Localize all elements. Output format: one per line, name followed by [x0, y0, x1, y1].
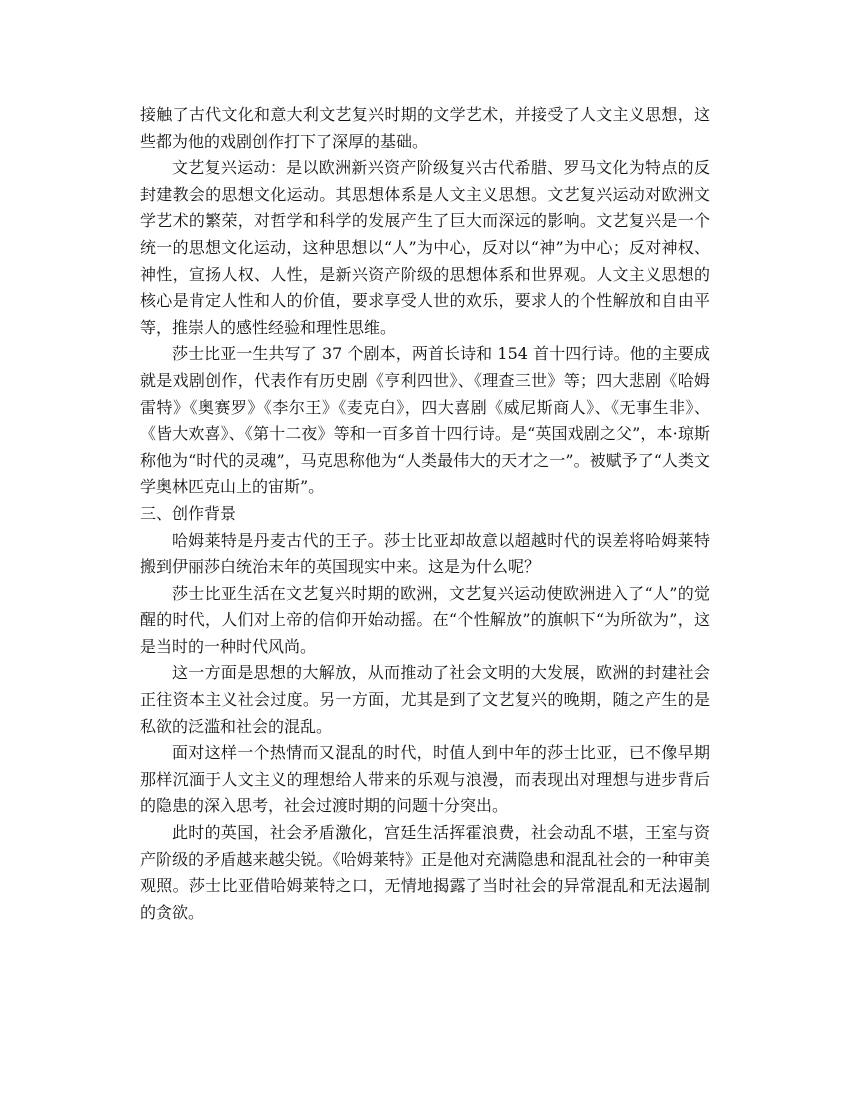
paragraph-england: 此时的英国，社会矛盾激化，宫廷生活挥霍浪费，社会动乱不堪，王室与资产阶级的矛盾越来越尖锐。《哈姆莱特》正是他对充满隐患和混乱社会的一种审美观照。莎士比亚借哈姆莱特之口，无情地揭露了当时社会的异常混乱和无法遏制的贪欲。 — [140, 823, 710, 922]
section-heading-background: 三、创作背景 — [140, 503, 237, 523]
paragraph-continuation: 接触了古代文化和意大利文艺复兴时期的文学艺术，并接受了人文主义思想，这些都为他的戏剧创作打下了深厚的基础。 — [140, 105, 710, 151]
paragraph-liberation: 这一方面是思想的大解放，从而推动了社会文明的大发展，欧洲的封建社会正往资本主义社会过度。另一方面，尤其是到了文艺复兴的晚期，随之产生的是私欲的泛滥和社会的混乱。 — [140, 663, 710, 736]
paragraph-renaissance: 文艺复兴运动：是以欧洲新兴资产阶级复兴古代希腊、罗马文化为特点的反封建教会的思想文化运动。其思想体系是人文主义思想。文艺复兴运动对欧洲文学艺术的繁荣，对哲学和科学的发展产生了巨大而深远的影响。文艺复兴是一个统一的思想文化运动，这种思想以“人”为中心，反对以“神”为中心；反对神权、神性，宣扬人权、人性，是新兴资产阶级的思想体系和世界观。人文主义思想的核心是肯定人性和人的价值，要求享受人世的欢乐，要求人的个性解放和自由平等，推崇人的感性经验和理性思维。 — [140, 158, 710, 337]
paragraph-chaotic-era: 面对这样一个热情而又混乱的时代，时值人到中年的莎士比亚，已不像早期那样沉湎于人文主义的理想给人带来的乐观与浪漫，而表现出对理想与进步背后的隐患的深入思考，社会过渡时期的问题十分突出。 — [140, 743, 710, 816]
paragraph-renaissance-europe: 莎士比亚生活在文艺复兴时期的欧洲，文艺复兴运动使欧洲进入了“人”的觉醒的时代，人们对上帝的信仰开始动摇。在“个性解放”的旗帜下“为所欲为”，这是当时的一种时代风尚。 — [140, 583, 710, 656]
paragraph-shakespeare-works: 莎士比亚一生共写了 37 个剧本，两首长诗和 154 首十四行诗。他的主要成就是戏剧创作，代表作有历史剧《亨利四世》、《理查三世》等；四大悲剧《哈姆雷特》《奥赛罗》《李尔王》《麦克白》，四大喜剧《威尼斯商人》、《无事生非》、《皆大欢喜》、《第十二夜》等和一百多首十四行诗。是“英国戏剧之父”，本·琼斯称他为“时代的灵魂”，马克思称他为“人类最伟大的天才之一”。被赋予了“人类文学奥林匹克山上的宙斯”。 — [140, 344, 710, 497]
document-page — [140, 102, 710, 926]
paragraph-hamlet-prince: 哈姆莱特是丹麦古代的王子。莎士比亚却故意以超越时代的误差将哈姆莱特搬到伊丽莎白统治末年的英国现实中来。这是为什么呢？ — [140, 530, 710, 577]
